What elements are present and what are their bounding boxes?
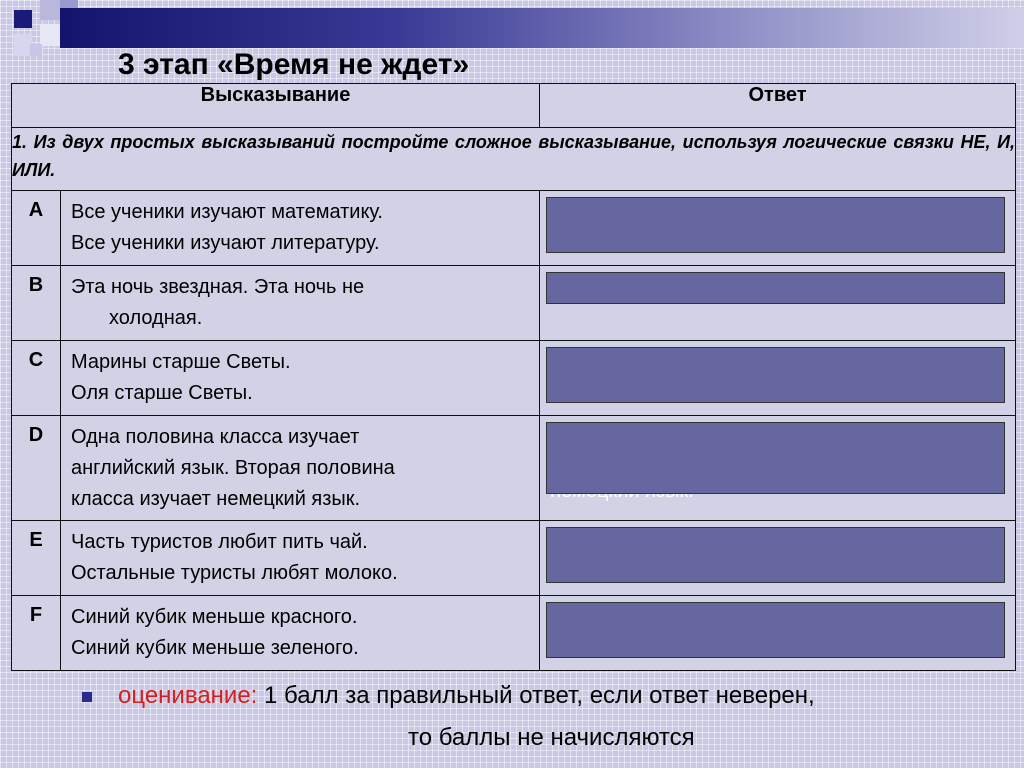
header-statement: Высказывание — [12, 84, 540, 128]
corner-square — [40, 0, 60, 20]
answer-cell — [540, 266, 1016, 341]
statement-line: Синий кубик меньше красного. — [71, 606, 358, 628]
row-letter: C — [12, 341, 61, 416]
answer-cell — [540, 416, 1016, 521]
statement-line: Оля старше Светы. — [71, 382, 253, 404]
answer-cover[interactable] — [546, 272, 1005, 304]
bullet-square-icon — [82, 692, 92, 702]
statement-cell — [61, 416, 540, 521]
statement-line: Остальные туристы любят молоко. — [71, 562, 398, 584]
statement-line: Эта ночь звездная. Эта ночь не — [71, 276, 365, 298]
table-row — [12, 416, 1016, 521]
answer-cover[interactable] — [546, 197, 1005, 253]
grading-text-line2: то баллы не начисляются — [408, 724, 695, 751]
statement-line: Часть туристов любит пить чай. — [71, 531, 368, 553]
answer-cell — [540, 521, 1016, 596]
task-text: 1. Из двух простых высказываний постройте сложное высказывание, используя логические связки НЕ, И, ИЛИ. — [12, 128, 1016, 191]
task-row — [12, 128, 1016, 191]
answer-cell — [540, 191, 1016, 266]
row-letter: B — [12, 266, 61, 341]
corner-square — [14, 10, 32, 28]
statement-cell — [61, 341, 540, 416]
header-answer: Ответ — [540, 84, 1016, 128]
statement-line: Все ученики изучают математику. — [71, 201, 383, 223]
statement-line: Все ученики изучают литературу. — [71, 232, 380, 254]
answer-cover[interactable] — [546, 527, 1005, 583]
statement-line: английский язык. Вторая половина — [71, 457, 395, 479]
table-row — [12, 521, 1016, 596]
answer-cover[interactable] — [546, 422, 1005, 494]
grading-label: оценивание: — [118, 682, 258, 709]
answer-cell — [540, 596, 1016, 671]
statement-cell — [61, 521, 540, 596]
row-letter: E — [12, 521, 61, 596]
statement-cell — [61, 596, 540, 671]
statement-line: холодная. — [109, 307, 203, 329]
answer-cell — [540, 341, 1016, 416]
statement-line: класса изучает немецкий язык. — [71, 488, 361, 510]
table-header-row — [12, 84, 1016, 128]
task-table — [11, 83, 1016, 671]
row-letter: A — [12, 191, 61, 266]
slide-title: 3 этап «Время не ждет» — [118, 48, 470, 81]
statement-cell — [61, 266, 540, 341]
answer-cover[interactable] — [546, 602, 1005, 658]
answer-cover[interactable] — [546, 347, 1005, 403]
statement-cell — [61, 191, 540, 266]
corner-square — [40, 24, 60, 46]
table-row — [12, 596, 1016, 671]
row-letter: D — [12, 416, 61, 521]
corner-square — [30, 44, 42, 56]
statement-line: Марины старше Светы. — [71, 351, 291, 373]
grading-note — [118, 682, 815, 710]
header-gradient-bar — [60, 8, 1024, 48]
table-row — [12, 191, 1016, 266]
table-row — [12, 266, 1016, 341]
grading-text-line1: 1 балл за правильный ответ, если ответ неверен, — [257, 682, 815, 709]
statement-line: Синий кубик меньше зеленого. — [71, 637, 359, 659]
row-letter: F — [12, 596, 61, 671]
statement-line: Одна половина класса изучает — [71, 426, 360, 448]
table-row — [12, 341, 1016, 416]
